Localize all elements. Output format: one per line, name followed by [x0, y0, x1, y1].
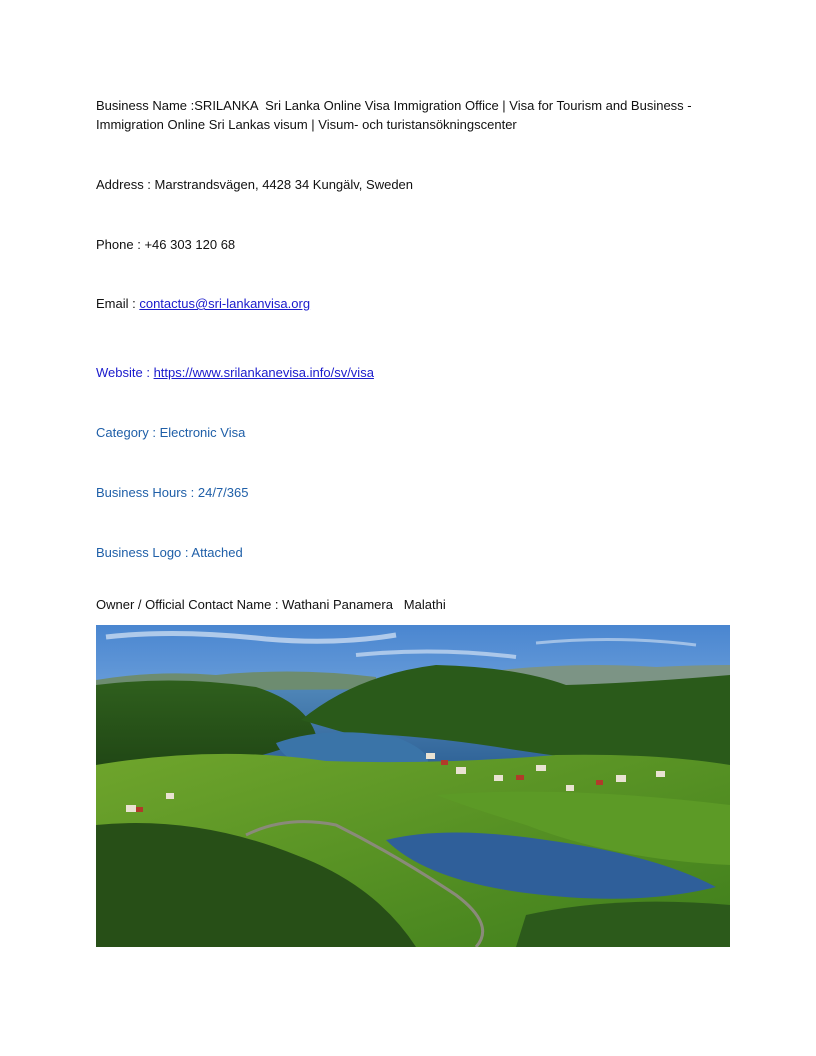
address-line [96, 175, 726, 194]
phone-line [96, 235, 726, 254]
category-value: Electronic Visa [159, 425, 246, 440]
business-name-value: SRILANKA Sri Lanka Online Visa Immigration Office | Visa for Tourism and Business - Immigration Online Sri Lankas visum | Visum- och turistansökningscenter [96, 98, 696, 132]
email-line [96, 294, 726, 313]
owner-value: Wathani Panamera Malathi [282, 597, 446, 612]
category-line [96, 423, 726, 442]
website-line [96, 363, 726, 382]
owner-line [96, 595, 726, 614]
hours-label: Business Hours : [96, 485, 198, 500]
category-label: Category : [96, 425, 160, 440]
hours-value: 24/7/365 [197, 485, 249, 500]
email-label: Email : [96, 296, 140, 311]
website-label: Website : [96, 365, 154, 380]
email-link[interactable]: contactus@sri-lankanvisa.org [139, 296, 311, 311]
business-name-line [96, 96, 726, 134]
business-name-label: Business Name : [96, 98, 195, 113]
website-link[interactable]: https://www.srilankanevisa.info/sv/visa [153, 365, 374, 380]
logo-label: Business Logo : [96, 545, 192, 560]
address-value: Marstrandsvägen, 4428 34 Kungälv, Sweden [154, 177, 414, 192]
address-label: Address : [96, 177, 155, 192]
phone-label: Phone : [96, 237, 145, 252]
landscape-photo [96, 625, 730, 947]
phone-value: +46 303 120 68 [144, 237, 236, 252]
owner-label: Owner / Official Contact Name : [96, 597, 283, 612]
logo-value: Attached [191, 545, 243, 560]
logo-line [96, 543, 726, 562]
hours-line [96, 483, 726, 502]
